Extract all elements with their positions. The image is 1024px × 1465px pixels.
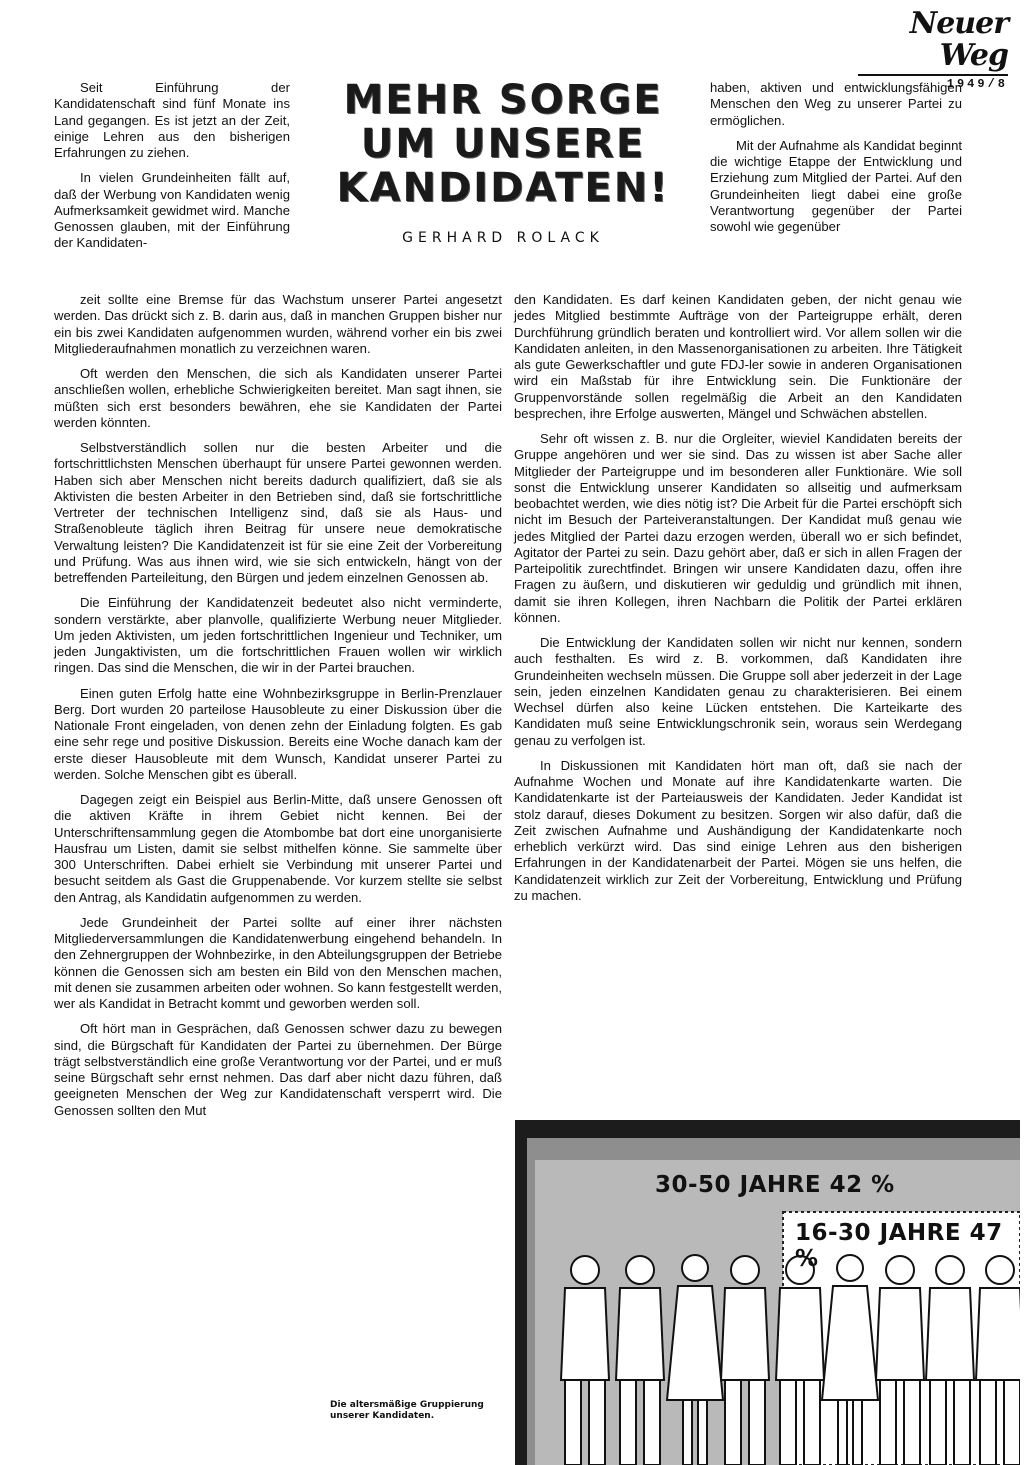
paragraph: Dagegen zeigt ein Beispiel aus Berlin-Mitte, daß unsere Genossen oft die aktiven Kräfte in ihrem Gebiet nicht kennen. Bei der Unterschriftensammlung gegen die Atombombe bat dort eine unorganisierte Hausfrau um Listen, damit sie selbst mithelfen könne. Sie sammelte über 300 Unterschriften. Dabei erhielt sie Verbindung mit unserer Partei und besucht seitdem als Gast die Gruppenabende. Vor kurzem stellte sie selbst den Antrag, als Kandidatin aufgenommen zu werden. xyxy=(54,792,502,905)
article-author: GERHARD ROLACK xyxy=(402,230,604,246)
paragraph: Sehr oft wissen z. B. nur die Orgleiter, wieviel Kandidaten bereits der Gruppe angehören und wer sie sind. Das zu wissen ist aber Sache aller Mitglieder der Parteigruppe und im besonderen aller Funktionäre. Wie soll sonst die Entwicklung unserer Kandidaten so allseitig und aufmerksam beobachtet werden, wie dies nötig ist? Die Arbeit für die Partei erschöpft sich nicht im Besuch der Parteiveranstaltungen. Der Kandidat muß genau wie jedes Mitglied der Partei dazu erzogen werden, überall wo er sich befindet, Agitator der Partei zu sein. Dazu gehört aber, daß er sich in allen Fragen der Parteipolitik zurechtfindet. Bringen wir unsere Kandidaten dazu, offen ihre Fragen zu äußern, und diskutieren wir geduldig und gründlich mit ihnen, damit sie ihren Kollegen, ihren Nachbarn die Politik der Partei erklären können. xyxy=(514,431,962,625)
paragraph: In vielen Grundeinheiten fällt auf, daß der Werbung von Kandidaten wenig Aufmerksamkeit gewidmet wird. Manche Genossen glauben, mit der Einführung der Kandidaten- xyxy=(54,170,290,251)
headline-line-1: MEHR SORGE xyxy=(343,77,663,123)
headline-line-3: KANDIDATEN! xyxy=(336,165,670,211)
paragraph: haben, aktiven und entwicklungsfähigen Menschen den Weg zu unserer Partei zu ermöglichen. xyxy=(710,80,962,128)
age-group-illustration xyxy=(515,1120,1020,1465)
illustration-caption: Die altersmäßige Gruppierung unserer Kandidaten. xyxy=(330,1400,484,1421)
article-headline xyxy=(318,78,688,246)
age-label-16-30: 16-30 JAHRE 47 % xyxy=(795,1220,1003,1272)
paragraph: Einen guten Erfolg hatte eine Wohnbezirksgruppe in Berlin-Prenzlauer Berg. Dort wurden 20 parteilose Hausobleute zu einer Diskussion über die Nationale Front eingeladen, von denen zehn der Einladung folgten. Es gab eine sehr rege und positive Diskussion. Bereits eine Woche danach kam der erste dieser Hausobleute mit dem Wunsch, Kandidat unserer Partei zu werden. Solche Menschen gibt es überall. xyxy=(54,685,502,782)
column-left xyxy=(54,292,502,1128)
paragraph: Oft werden den Menschen, die sich als Kandidaten unserer Partei anschließen wollen, erhebliche Schwierigkeiten bereitet. Man sagt ihnen, sie müßten sich erst besonders bewähren, ehe sie Kandidaten der Partei werden könnten. xyxy=(54,366,502,430)
paragraph: Mit der Aufnahme als Kandidat beginnt die wichtige Etappe der Entwicklung und Erziehung zum Mitglied der Partei. Auf den Grundeinheiten liegt dabei eine große Verantwortung gegenüber der Partei sowohl wie gegenüber xyxy=(710,137,962,234)
paragraph: Oft hört man in Gesprächen, daß Genossen schwer dazu zu bewegen sind, die Bürgschaft für Kandidaten der Partei zu übernehmen. Der Bürge trägt selbstverständlich eine große Verantwortung vor der Partei, und er muß seine Bürgschaft sehr ernst nehmen. Das darf aber nicht dazu führen, daß geeigneten Menschen der Weg zur Kandidatenschaft versperrt wird. Die Genossen sollten den Mut xyxy=(54,1021,502,1118)
paragraph: Die Entwicklung der Kandidaten sollen wir nicht nur kennen, sondern auch festhalten. Es wird z. B. vorkommen, daß Kandidaten ihre Grundeinheiten wechseln müssen. Die Gruppe soll aber jederzeit in der Lage sein, jeden einzelnen Kandidaten genau zu charakterisieren. Bei einem Wechsel dürfen also keine Lücken entstehen. Die Karteikarte des Kandidaten muß seine Entwicklungschronik sein, woraus sein Werdegang genau zu verfolgen ist. xyxy=(514,635,962,748)
paragraph: Die Einführung der Kandidatenzeit bedeutet also nicht verminderte, sondern verstärkte, aber planvolle, qualifizierte Werbung neuer Mitglieder. Um jeden Aktivisten, um jeden fortschrittlichen Ingenieur und Techniker, um jeden Jungaktivisten, um die fortschrittlichen Frauen wollen wir wirklich ringen. Das sind die Menschen, die wir in der Partei brauchen. xyxy=(54,595,502,676)
paragraph: Selbstverständlich sollen nur die besten Arbeiter und die fortschrittlichsten Menschen überhaupt für unsere Partei gewonnen werden. Haben sich aber Menschen nicht bereits dadurch qualifiziert, daß sie als Aktivisten die besten Arbeiter in den Betrieben sind, daß sie fortschrittliche Vertreter der technischen Intelligenz sind, daß sie als Haus- und Straßenobleute täglich ihren Beitrag für unsere neue demokratische Verwaltung leisten? Die Kandidatenzeit ist für sie eine Zeit der Vorbereitung und Prüfung. Was aus ihnen wird, wie sie sich entwickeln, hängt von der betreffenden Parteileitung, den Bürgen und jedem einzelnen Genossen ab. xyxy=(54,440,502,585)
column-right-top xyxy=(710,80,962,244)
age-label-30-50: 30-50 JAHRE 42 % xyxy=(655,1172,895,1198)
masthead-issue: 1949/8 xyxy=(858,74,1008,91)
paragraph: zeit sollte eine Bremse für das Wachstum unserer Partei angesetzt werden. Das drückt sich z. B. darin aus, daß in manchen Gruppen bisher nur ein bis zwei Kandidaten aufgenommen wurden, während vorher ein bis zwei Mitgliederaufnahmen monatlich zu verzeichnen waren. xyxy=(54,292,502,356)
column-left-top xyxy=(54,80,290,261)
headline-line-2: UM UNSERE xyxy=(360,121,646,167)
paragraph: Seit Einführung der Kandidatenschaft sind fünf Monate ins Land gegangen. Es ist jetzt an der Zeit, einige Lehren aus den bisherigen Erfahrungen zu ziehen. xyxy=(54,80,290,160)
column-right xyxy=(514,292,962,913)
paragraph: Jede Grundeinheit der Partei sollte auf einer ihrer nächsten Mitgliederversammlungen die Kandidatenwerbung eingehend behandeln. In den Zehnergruppen der Wohnbezirke, in den Abteilungsgruppen der Betriebe können die Genossen sich am besten ein Bild von den Menschen machen, mit denen sie zusammen arbeiten oder wohnen. So kann festgestellt werden, wer als Kandidat in Betracht kommt und geworben werden soll. xyxy=(54,914,502,1011)
paragraph: In Diskussionen mit Kandidaten hört man oft, daß sie nach der Aufnahme Wochen und Monate auf ihre Kandidatenkarte warten. Die Kandidatenkarte ist der Parteiausweis der Kandidaten. Jeder Kandidat ist stolz darauf, dieses Dokument zu besitzen. Sorgen wir also dafür, daß die Zeit zwischen Aufnahme und Aushändigung der Kandidatenkarte noch erheblich verkürzt wird. Das sind einige Lehren aus den bisherigen Erfahrungen in der Kandidatenarbeit der Partei. Mögen sie uns helfen, die Kandidatenzeit wirklich zur Zeit der Vorbereitung, Entwicklung und Prüfung zu machen. xyxy=(514,757,962,903)
masthead xyxy=(858,8,1008,91)
masthead-brand: Neuer Weg xyxy=(909,6,1008,73)
paragraph: den Kandidaten. Es darf keinen Kandidaten geben, der nicht genau wie jedes Mitglied bestimmte Aufträge von der Parteigruppe erhält, deren Durchführung gründlich beraten und kontrolliert wird. Vor allem sollen wir die Kandidaten anleiten, in den Massenorganisationen zu arbeiten. Ihre Tätigkeit als gute Gewerkschaftler und gute FDJ-ler sowie in anderen Organisationen wird ein Maßstab für ihre Entwicklung sein. Die Funktionäre der Gruppenvorstände sollen regelmäßig die Arbeit an den Kandidaten besprechen, ihre Erfolge auswerten, Mängel und Schwächen abstellen. xyxy=(514,292,962,421)
